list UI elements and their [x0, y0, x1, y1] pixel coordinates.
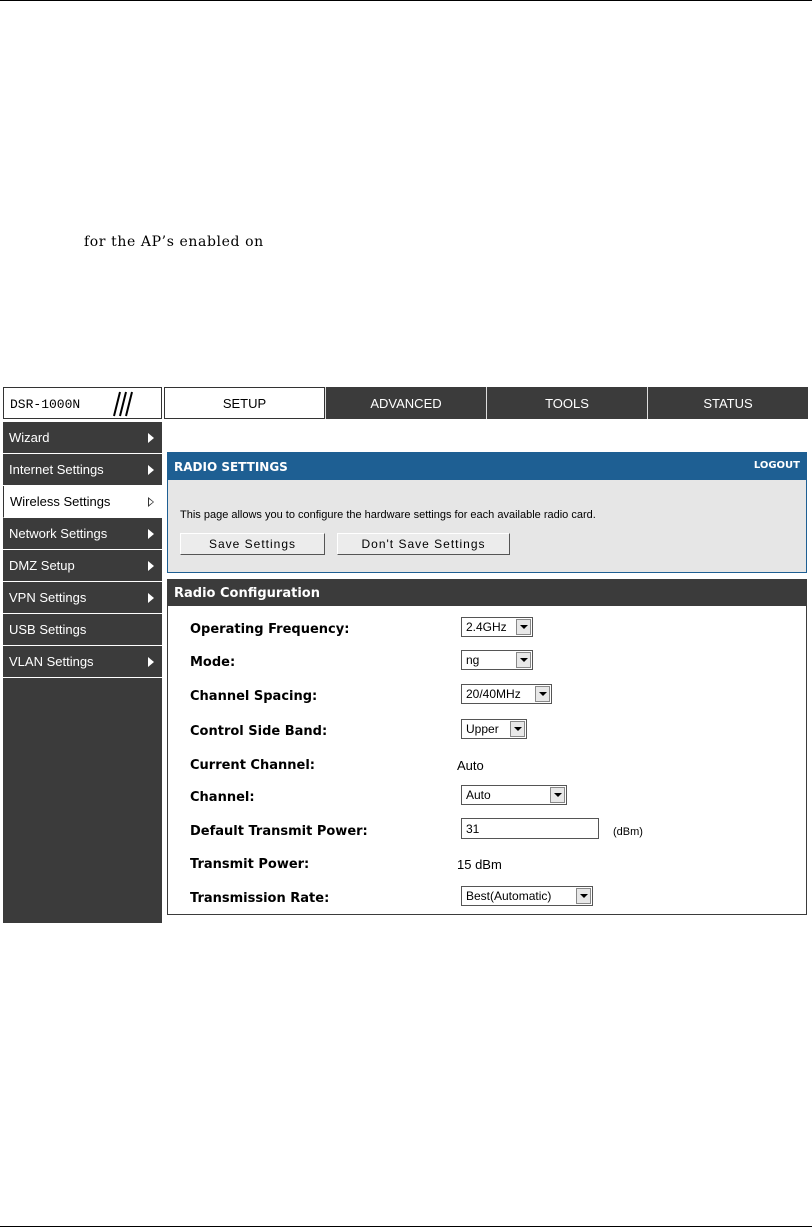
chevron-down-icon	[576, 888, 591, 904]
sidebar-item-label: DMZ Setup	[9, 558, 75, 573]
chevron-down-icon	[510, 721, 525, 737]
sidebar-item-usb-settings[interactable]	[3, 614, 162, 646]
tab-advanced[interactable]: ADVANCED	[325, 387, 486, 419]
selected-value: ng	[466, 653, 480, 667]
sidebar-item-vlan-settings[interactable]	[3, 646, 162, 678]
control-side-band-select[interactable]	[461, 719, 527, 739]
sidebar-item-label: VLAN Settings	[9, 654, 94, 669]
sidebar-item-label: Internet Settings	[9, 462, 104, 477]
transmission-rate-label: Transmission Rate:	[190, 891, 330, 906]
dbm-unit-label: (dBm)	[613, 826, 643, 838]
tab-tools[interactable]: TOOLS	[486, 387, 647, 419]
radio-settings-title: RADIO SETTINGS	[174, 459, 288, 474]
sidebar-item-network-settings[interactable]	[3, 518, 162, 550]
radio-configuration-title: Radio Configuration	[168, 580, 806, 606]
transmit-power-label: Transmit Power:	[190, 857, 310, 872]
selected-value: Auto	[466, 788, 491, 802]
dont-save-settings-button[interactable]: Don't Save Settings	[337, 533, 510, 555]
selected-value: Best(Automatic)	[466, 889, 552, 903]
current-channel-label: Current Channel:	[190, 758, 315, 773]
channel-select[interactable]	[461, 785, 567, 805]
mode-label: Mode:	[190, 655, 236, 670]
sidebar-item-label: VPN Settings	[9, 590, 87, 605]
selected-value: 2.4GHz	[466, 620, 507, 634]
sidebar-item-vpn-settings[interactable]	[3, 582, 162, 614]
channel-spacing-label: Channel Spacing:	[190, 689, 318, 704]
sidebar-item-wireless-settings[interactable]	[3, 486, 162, 518]
sidebar-item-label: USB Settings	[9, 622, 87, 637]
channel-spacing-select[interactable]	[461, 684, 552, 704]
default-transmit-power-label: Default Transmit Power:	[190, 824, 368, 839]
arrow-right-icon	[148, 593, 154, 603]
channel-label: Channel:	[190, 790, 255, 805]
radio-settings-panel	[167, 452, 807, 573]
sidebar-item-dmz-setup[interactable]	[3, 550, 162, 582]
sidebar-item-label: Wizard	[9, 430, 50, 445]
brand-box	[3, 387, 162, 419]
arrow-right-icon	[148, 465, 154, 475]
radio-configuration-panel	[167, 579, 807, 915]
radio-settings-description: This page allows you to configure the hardware settings for each available radio card.	[180, 509, 596, 521]
mode-select[interactable]	[461, 650, 533, 670]
arrow-right-icon	[148, 657, 154, 667]
save-settings-button[interactable]: Save Settings	[180, 533, 325, 555]
selected-value: 20/40MHz	[466, 687, 521, 701]
current-channel-value: Auto	[457, 758, 484, 773]
router-ui-screenshot	[3, 387, 809, 923]
selected-value: Upper	[466, 722, 499, 736]
tab-setup[interactable]: SETUP	[164, 387, 325, 419]
brand-slashes-icon	[106, 390, 136, 418]
document-text: for the AP’s enabled on	[84, 234, 264, 250]
logout-link[interactable]: LOGOUT	[753, 460, 800, 471]
chevron-down-icon	[535, 686, 550, 702]
radio-settings-header	[168, 453, 806, 480]
brand-name: DSR-1000N	[10, 397, 81, 412]
top-nav	[164, 387, 809, 419]
arrow-right-icon	[148, 561, 154, 571]
transmission-rate-select[interactable]	[461, 886, 593, 906]
sidebar	[3, 422, 162, 923]
chevron-down-icon	[516, 619, 531, 635]
tab-status[interactable]: STATUS	[647, 387, 808, 419]
arrow-right-icon	[148, 433, 154, 443]
operating-frequency-label: Operating Frequency:	[190, 622, 350, 637]
sidebar-item-internet-settings[interactable]	[3, 454, 162, 486]
default-transmit-power-input[interactable]: 31	[461, 818, 599, 839]
transmit-power-value: 15 dBm	[457, 857, 502, 872]
sidebar-item-wizard[interactable]	[3, 422, 162, 454]
sidebar-item-label: Network Settings	[9, 526, 108, 541]
chevron-down-icon	[516, 652, 531, 668]
arrow-right-outline-icon	[148, 497, 154, 507]
operating-frequency-select[interactable]	[461, 617, 533, 637]
control-side-band-label: Control Side Band:	[190, 724, 328, 739]
sidebar-item-label: Wireless Settings	[10, 494, 111, 509]
page-bottom-rule	[0, 1226, 812, 1227]
page-top-rule	[0, 0, 812, 1]
chevron-down-icon	[550, 787, 565, 803]
arrow-right-icon	[148, 529, 154, 539]
